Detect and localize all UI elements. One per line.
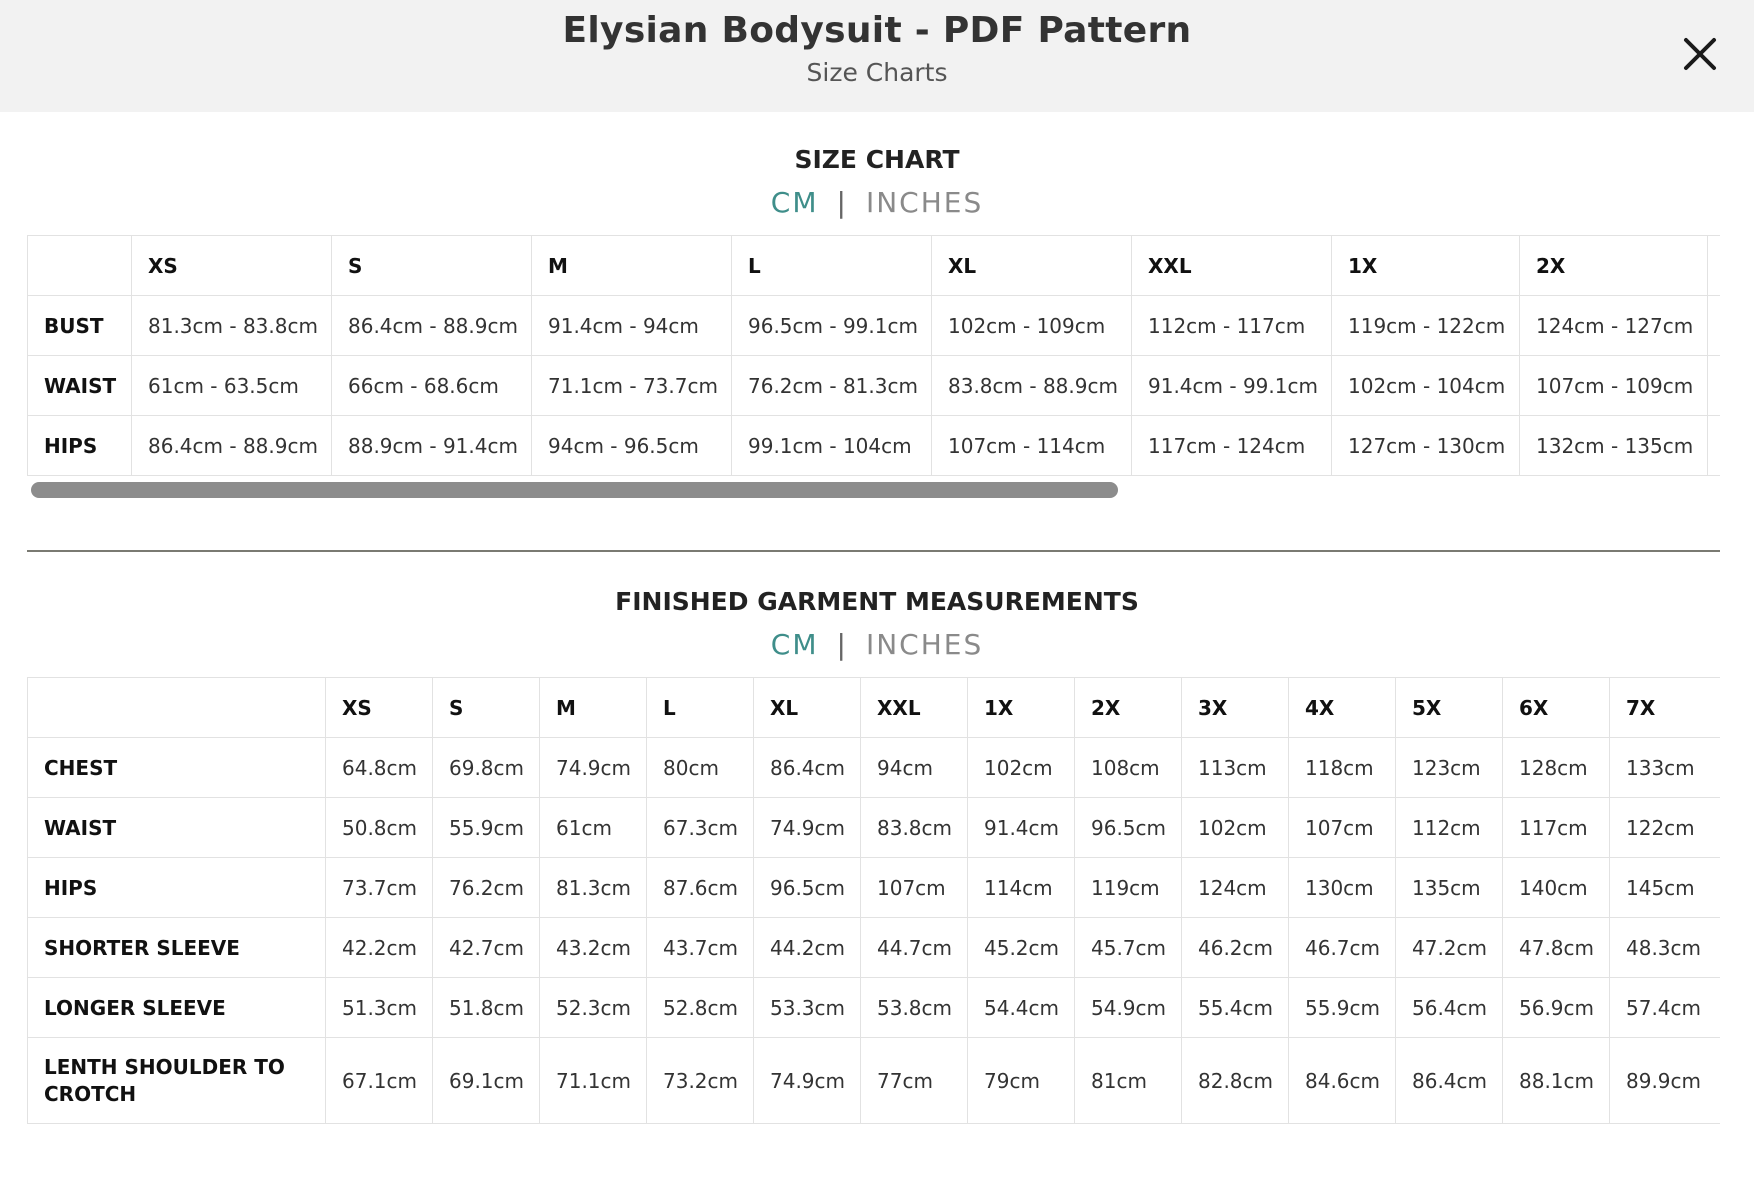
table-cell: 123cm bbox=[1396, 738, 1503, 798]
size-header-2x: 2X bbox=[1520, 236, 1708, 296]
table-cell: 102cm bbox=[1182, 798, 1289, 858]
size-chart-inches-toggle[interactable]: INCHES bbox=[865, 186, 984, 219]
garment-header-4x: 4X bbox=[1289, 678, 1396, 738]
garment-unit-toggle bbox=[0, 628, 1754, 661]
garment-header-xs: XS bbox=[326, 678, 433, 738]
table-cell: 79cm bbox=[968, 1038, 1075, 1124]
close-button[interactable] bbox=[1668, 22, 1732, 86]
table-cell: 88.1cm bbox=[1503, 1038, 1610, 1124]
overflow-cell bbox=[1708, 416, 1721, 476]
horizontal-scrollbar[interactable] bbox=[27, 480, 1720, 498]
size-header-l: L bbox=[732, 236, 932, 296]
table-cell: 47.8cm bbox=[1503, 918, 1610, 978]
table-cell: 69.8cm bbox=[433, 738, 540, 798]
table-cell: 108cm bbox=[1075, 738, 1182, 798]
garment-header-5x: 5X bbox=[1396, 678, 1503, 738]
table-cell: 132cm - 135cm bbox=[1520, 416, 1708, 476]
row-label-chest: CHEST bbox=[28, 738, 326, 798]
table-cell: 94cm - 96.5cm bbox=[532, 416, 732, 476]
garment-header-1x: 1X bbox=[968, 678, 1075, 738]
table-cell: 135cm bbox=[1396, 858, 1503, 918]
table-cell: 66cm - 68.6cm bbox=[332, 356, 532, 416]
row-label-length-shoulder-to-crotch: LENTH SHOULDER TO CROTCH bbox=[28, 1038, 326, 1124]
table-cell: 53.8cm bbox=[861, 978, 968, 1038]
row-label-waist: WAIST bbox=[28, 798, 326, 858]
table-cell: 67.3cm bbox=[647, 798, 754, 858]
table-cell: 86.4cm - 88.9cm bbox=[332, 296, 532, 356]
table-cell: 74.9cm bbox=[754, 1038, 861, 1124]
table-cell: 52.3cm bbox=[540, 978, 647, 1038]
table-cell: 51.8cm bbox=[433, 978, 540, 1038]
close-icon bbox=[1668, 22, 1732, 86]
table-cell: 74.9cm bbox=[754, 798, 861, 858]
table-cell: 54.9cm bbox=[1075, 978, 1182, 1038]
table-cell: 86.4cm bbox=[754, 738, 861, 798]
table-cell: 46.7cm bbox=[1289, 918, 1396, 978]
table-cell: 48.3cm bbox=[1610, 918, 1721, 978]
size-chart-scroll-container[interactable] bbox=[27, 235, 1720, 477]
table-cell: 107cm - 114cm bbox=[932, 416, 1132, 476]
table-cell: 61cm - 63.5cm bbox=[132, 356, 332, 416]
table-cell: 42.2cm bbox=[326, 918, 433, 978]
garment-measurements-table bbox=[27, 677, 1720, 1124]
table-cell: 91.4cm bbox=[968, 798, 1075, 858]
table-cell: 107cm bbox=[861, 858, 968, 918]
size-chart-header-row bbox=[28, 236, 1721, 296]
row-label-shorter-sleeve: SHORTER SLEEVE bbox=[28, 918, 326, 978]
table-cell: 45.7cm bbox=[1075, 918, 1182, 978]
row-label-bust: BUST bbox=[28, 296, 132, 356]
table-cell: 91.4cm - 99.1cm bbox=[1132, 356, 1332, 416]
table-cell: 117cm bbox=[1503, 798, 1610, 858]
table-cell: 119cm bbox=[1075, 858, 1182, 918]
table-row bbox=[28, 416, 1721, 476]
table-cell: 96.5cm - 99.1cm bbox=[732, 296, 932, 356]
table-cell: 46.2cm bbox=[1182, 918, 1289, 978]
table-row bbox=[28, 918, 1721, 978]
table-row bbox=[28, 296, 1721, 356]
row-label-waist: WAIST bbox=[28, 356, 132, 416]
garment-cm-toggle[interactable]: CM bbox=[770, 628, 819, 661]
modal-subtitle: Size Charts bbox=[806, 58, 948, 87]
garment-header-row bbox=[28, 678, 1721, 738]
table-cell: 73.7cm bbox=[326, 858, 433, 918]
table-cell: 114cm bbox=[968, 858, 1075, 918]
table-cell: 45.2cm bbox=[968, 918, 1075, 978]
garment-inches-toggle[interactable]: INCHES bbox=[865, 628, 984, 661]
table-cell: 99.1cm - 104cm bbox=[732, 416, 932, 476]
table-cell: 112cm bbox=[1396, 798, 1503, 858]
garment-header-xxl: XXL bbox=[861, 678, 968, 738]
table-cell: 140cm bbox=[1503, 858, 1610, 918]
table-cell: 53.3cm bbox=[754, 978, 861, 1038]
table-cell: 64.8cm bbox=[326, 738, 433, 798]
size-header-1x: 1X bbox=[1332, 236, 1520, 296]
table-cell: 43.2cm bbox=[540, 918, 647, 978]
table-cell: 122cm bbox=[1610, 798, 1721, 858]
table-cell: 88.9cm - 91.4cm bbox=[332, 416, 532, 476]
table-cell: 96.5cm bbox=[754, 858, 861, 918]
size-header-xl: XL bbox=[932, 236, 1132, 296]
scrollbar-thumb[interactable] bbox=[31, 482, 1118, 498]
table-cell: 82.8cm bbox=[1182, 1038, 1289, 1124]
size-chart-title: SIZE CHART bbox=[794, 145, 960, 174]
table-cell: 76.2cm bbox=[433, 858, 540, 918]
table-cell: 102cm - 109cm bbox=[932, 296, 1132, 356]
table-cell: 81cm bbox=[1075, 1038, 1182, 1124]
table-cell: 51.3cm bbox=[326, 978, 433, 1038]
table-cell: 44.2cm bbox=[754, 918, 861, 978]
table-cell: 84.6cm bbox=[1289, 1038, 1396, 1124]
table-cell: 42.7cm bbox=[433, 918, 540, 978]
table-cell: 55.9cm bbox=[1289, 978, 1396, 1038]
row-label-hips: HIPS bbox=[28, 416, 132, 476]
table-cell: 128cm bbox=[1503, 738, 1610, 798]
table-cell: 71.1cm - 73.7cm bbox=[532, 356, 732, 416]
table-row bbox=[28, 858, 1721, 918]
size-header-s: S bbox=[332, 236, 532, 296]
overflow-cell bbox=[1708, 296, 1721, 356]
table-cell: 112cm - 117cm bbox=[1132, 296, 1332, 356]
size-chart-corner-cell bbox=[28, 236, 132, 296]
garment-header-3x: 3X bbox=[1182, 678, 1289, 738]
table-cell: 145cm bbox=[1610, 858, 1721, 918]
garment-header-s: S bbox=[433, 678, 540, 738]
modal-title: Elysian Bodysuit - PDF Pattern bbox=[562, 10, 1192, 51]
size-header-overflow bbox=[1708, 236, 1721, 296]
table-cell: 119cm - 122cm bbox=[1332, 296, 1520, 356]
table-cell: 69.1cm bbox=[433, 1038, 540, 1124]
size-chart-unit-toggle bbox=[0, 186, 1754, 219]
size-header-xs: XS bbox=[132, 236, 332, 296]
table-cell: 44.7cm bbox=[861, 918, 968, 978]
garment-header-7x: 7X bbox=[1610, 678, 1721, 738]
garment-header-6x: 6X bbox=[1503, 678, 1610, 738]
table-cell: 76.2cm - 81.3cm bbox=[732, 356, 932, 416]
table-cell: 113cm bbox=[1182, 738, 1289, 798]
garment-corner-cell bbox=[28, 678, 326, 738]
table-cell: 52.8cm bbox=[647, 978, 754, 1038]
overflow-cell bbox=[1708, 356, 1721, 416]
table-cell: 124cm bbox=[1182, 858, 1289, 918]
table-cell: 118cm bbox=[1289, 738, 1396, 798]
garment-header-m: M bbox=[540, 678, 647, 738]
table-cell: 54.4cm bbox=[968, 978, 1075, 1038]
table-cell: 107cm - 109cm bbox=[1520, 356, 1708, 416]
table-cell: 61cm bbox=[540, 798, 647, 858]
unit-separator: | bbox=[836, 628, 848, 661]
table-cell: 124cm - 127cm bbox=[1520, 296, 1708, 356]
table-cell: 56.4cm bbox=[1396, 978, 1503, 1038]
table-cell: 102cm - 104cm bbox=[1332, 356, 1520, 416]
table-cell: 55.4cm bbox=[1182, 978, 1289, 1038]
table-cell: 56.9cm bbox=[1503, 978, 1610, 1038]
table-cell: 77cm bbox=[861, 1038, 968, 1124]
table-cell: 133cm bbox=[1610, 738, 1721, 798]
table-cell: 86.4cm - 88.9cm bbox=[132, 416, 332, 476]
table-cell: 81.3cm - 83.8cm bbox=[132, 296, 332, 356]
size-chart-cm-toggle[interactable]: CM bbox=[770, 186, 819, 219]
table-cell: 91.4cm - 94cm bbox=[532, 296, 732, 356]
table-cell: 43.7cm bbox=[647, 918, 754, 978]
table-cell: 117cm - 124cm bbox=[1132, 416, 1332, 476]
modal-header bbox=[0, 0, 1754, 112]
table-row bbox=[28, 738, 1721, 798]
garment-header-xl: XL bbox=[754, 678, 861, 738]
garment-table-container bbox=[27, 677, 1720, 1125]
table-row bbox=[28, 978, 1721, 1038]
garment-measurements-title: FINISHED GARMENT MEASUREMENTS bbox=[615, 587, 1139, 616]
table-cell: 83.8cm - 88.9cm bbox=[932, 356, 1132, 416]
table-cell: 73.2cm bbox=[647, 1038, 754, 1124]
table-cell: 87.6cm bbox=[647, 858, 754, 918]
garment-header-l: L bbox=[647, 678, 754, 738]
table-cell: 96.5cm bbox=[1075, 798, 1182, 858]
table-row bbox=[28, 1038, 1721, 1124]
row-label-longer-sleeve: LONGER SLEEVE bbox=[28, 978, 326, 1038]
table-cell: 57.4cm bbox=[1610, 978, 1721, 1038]
table-cell: 89.9cm bbox=[1610, 1038, 1721, 1124]
table-cell: 74.9cm bbox=[540, 738, 647, 798]
table-cell: 107cm bbox=[1289, 798, 1396, 858]
table-row bbox=[28, 356, 1721, 416]
table-cell: 127cm - 130cm bbox=[1332, 416, 1520, 476]
table-row bbox=[28, 798, 1721, 858]
table-cell: 94cm bbox=[861, 738, 968, 798]
table-cell: 102cm bbox=[968, 738, 1075, 798]
table-cell: 80cm bbox=[647, 738, 754, 798]
table-cell: 130cm bbox=[1289, 858, 1396, 918]
table-cell: 71.1cm bbox=[540, 1038, 647, 1124]
size-header-xxl: XXL bbox=[1132, 236, 1332, 296]
section-divider bbox=[27, 550, 1720, 552]
unit-separator: | bbox=[836, 186, 848, 219]
table-cell: 86.4cm bbox=[1396, 1038, 1503, 1124]
table-cell: 67.1cm bbox=[326, 1038, 433, 1124]
size-chart-table bbox=[27, 235, 1720, 476]
table-cell: 81.3cm bbox=[540, 858, 647, 918]
table-cell: 83.8cm bbox=[861, 798, 968, 858]
row-label-hips: HIPS bbox=[28, 858, 326, 918]
table-cell: 50.8cm bbox=[326, 798, 433, 858]
size-header-m: M bbox=[532, 236, 732, 296]
garment-header-2x: 2X bbox=[1075, 678, 1182, 738]
table-cell: 47.2cm bbox=[1396, 918, 1503, 978]
table-cell: 55.9cm bbox=[433, 798, 540, 858]
